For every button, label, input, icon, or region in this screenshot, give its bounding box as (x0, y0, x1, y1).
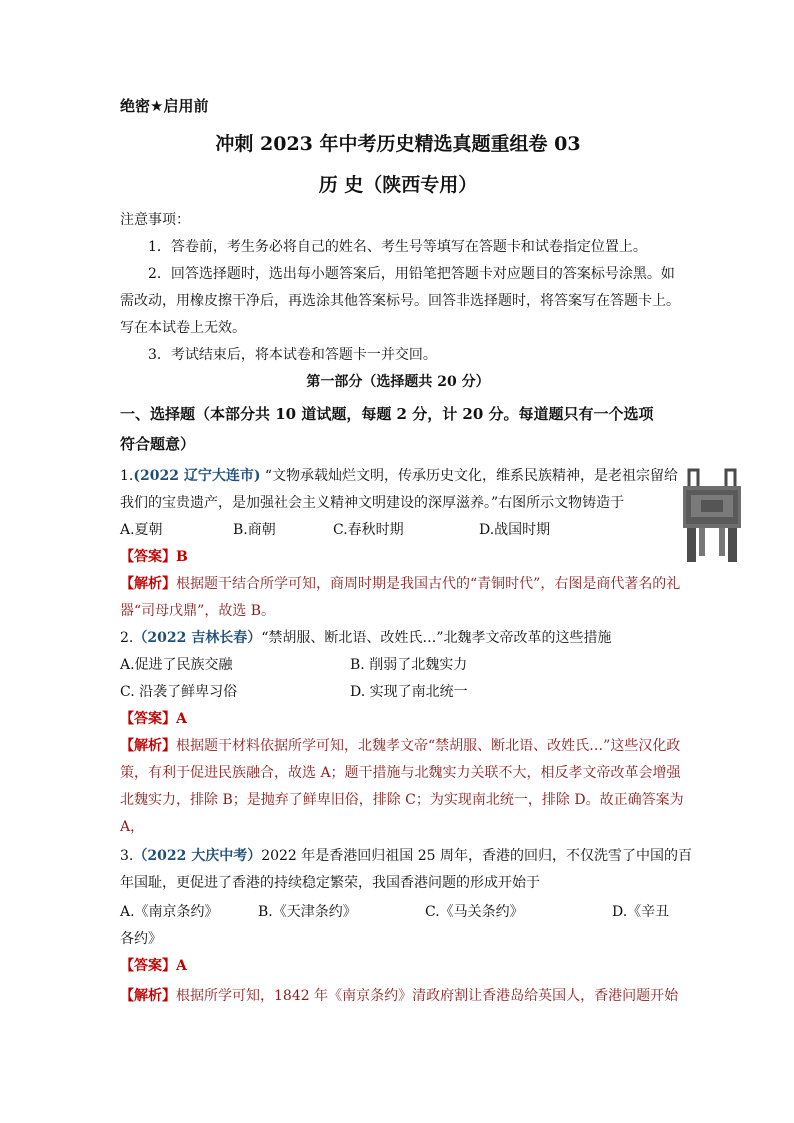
confidential-label: 绝密★启用前 (120, 97, 209, 115)
answer-1: 【答案】B (120, 549, 188, 565)
question-number: 3. (120, 848, 134, 864)
question-3-options (120, 899, 676, 926)
option-d: D.《辛丑 (612, 904, 670, 920)
option-a: A.促进了民族交融 (120, 657, 233, 673)
option-d: D. 实现了南北统一 (350, 684, 468, 700)
explanation-label: 【解析】 (120, 738, 176, 754)
explanation-2-cont: 北魏实力，排除 B；是抛弃了鲜卑旧俗，排除 C；为实现南北统一，排除 D。故正确答案为 (120, 792, 684, 808)
question-text: “禁胡服、断北语、改姓氏…”北魏孝文帝改革的这些措施 (261, 630, 612, 646)
answer-text: 【答案】A (120, 711, 187, 727)
question-source: （2022 吉林长春） (133, 630, 262, 646)
explanation-1 (120, 571, 681, 598)
question-1-stem-cont: 我们的宝贵遗产，是加强社会主义精神文明建设的深厚滋养。”右图所示文物铸造于 (120, 495, 625, 511)
part-heading: 第一部分（选择题共 20 分） (306, 374, 490, 390)
question-1-options (120, 517, 676, 544)
note-item: 2．回答选择题时，选出每小题答案后，用铅笔把答题卡对应题目的答案标号涂黑。如 (148, 266, 675, 282)
explanation-2-cont: A， (120, 819, 145, 835)
question-number: 1. (120, 468, 134, 484)
option-b: B.商朝 (233, 522, 276, 538)
section-heading: 一、选择题（本部分共 10 道试题，每题 2 分，计 20 分。每道题只有一个选项 (120, 405, 654, 423)
note-item: 1．答卷前，考生务必将自己的姓名、考生号等填写在答题卡和试卷指定位置上。 (148, 239, 647, 255)
question-3-stem (120, 843, 692, 870)
bronze-ding-icon (677, 468, 747, 564)
option-b: B. 削弱了北魏实力 (350, 657, 468, 673)
question-3-stem-cont: 年国耻，更促进了香港的持续稳定繁荣，我国香港问题的形成开始于 (120, 875, 540, 891)
question-number: 2. (120, 630, 134, 646)
answer-3 (120, 953, 676, 980)
exam-subtitle: 历 史（陕西专用） (318, 174, 478, 196)
note-item: 需改动，用橡皮擦干净后，再选涂其他答案标号。回答非选择题时，将答案写在答题卡上。 (120, 293, 680, 309)
question-3-option-d-cont: 各约》 (120, 931, 162, 947)
answer-text: 【答案】A (120, 958, 187, 974)
option-a: A.《南京条约》 (120, 904, 219, 920)
explanation-label: 【解析】 (120, 576, 176, 592)
option-d: D.战国时期 (479, 522, 551, 538)
answer-2 (120, 706, 676, 733)
explanation-text: 根据题干材料依据所学可知，北魏孝文帝“禁胡服、断北语、改姓氏…”这些汉化政 (176, 738, 681, 754)
question-2-stem (120, 625, 676, 652)
question-2-options-row2 (120, 679, 676, 706)
explanation-1-cont: 器“司母戊鼎”，故选 B。 (120, 603, 276, 619)
explanation-2 (120, 733, 681, 760)
notes-heading: 注意事项： (120, 212, 190, 228)
exam-title: 冲刺 2023 年中考历史精选真题重组卷 03 (215, 133, 581, 155)
option-a: A.夏朝 (120, 522, 163, 538)
option-c: C.《马关条约》 (425, 904, 524, 920)
note-item: 写在本试卷上无效。 (120, 320, 246, 336)
question-2-options-row1 (120, 652, 676, 679)
option-b: B.《天津条约》 (258, 904, 357, 920)
explanation-text: 根据所学可知，1842 年《南京条约》清政府割让香港岛给英国人，香港问题开始 (176, 988, 679, 1004)
question-text: “文物承载灿烂文明，传承历史文化，维系民族精神，是老祖宗留给 (260, 468, 679, 484)
question-1-stem (120, 463, 679, 490)
explanation-label: 【解析】 (120, 988, 176, 1004)
note-item: 3．考试结束后，将本试卷和答题卡一并交回。 (148, 347, 437, 363)
section-heading-cont: 符合题意） (120, 435, 196, 453)
question-source: (2022 辽宁大连市) (133, 468, 261, 484)
option-c: C. 沿袭了鲜卑习俗 (120, 684, 238, 700)
option-c: C.春秋时期 (333, 522, 404, 538)
explanation-2-cont: 策，有利于促进民族融合，故选 A；题干措施与北魏实力关联不大，相反孝文帝改革会增强 (120, 765, 681, 781)
question-text: 2022 年是香港回归祖国 25 周年，香港的回归，不仅洗雪了中国的百 (261, 848, 692, 864)
explanation-text: 根据题干结合所学可知，商周时期是我国古代的“青铜时代”，右图是商代著名的礼 (176, 576, 681, 592)
question-source: （2022 大庆中考） (133, 848, 262, 864)
explanation-3 (120, 983, 679, 1010)
